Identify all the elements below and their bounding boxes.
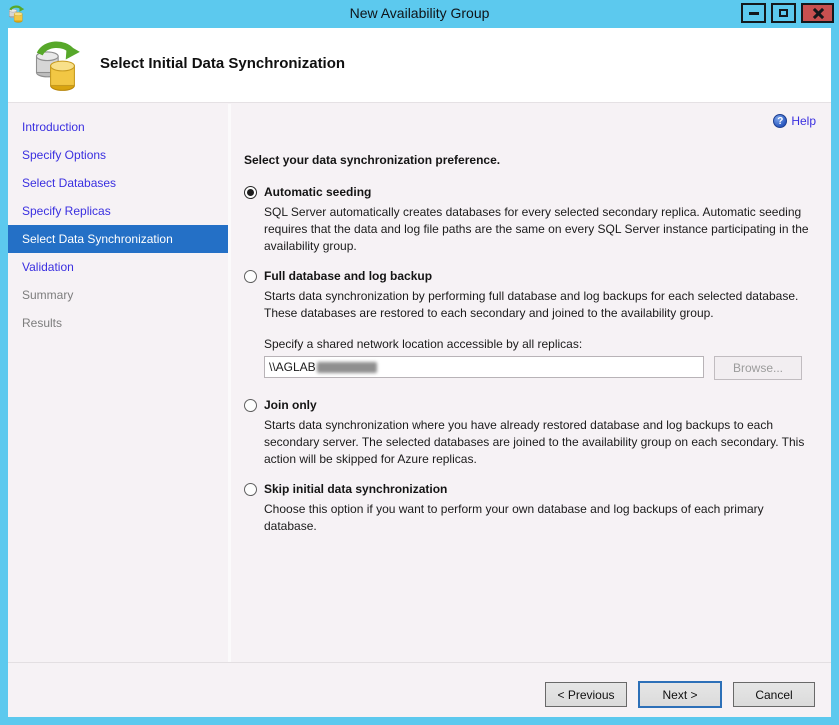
maximize-button[interactable] (771, 3, 796, 23)
option-skip-sync[interactable] (244, 482, 816, 496)
sidebar-item-introduction[interactable]: Introduction (22, 120, 85, 134)
sidebar-item-specify-replicas[interactable]: Specify Replicas (22, 204, 111, 218)
sidebar-item-summary: Summary (22, 288, 74, 302)
shared-location-label: Specify a shared network location accessible by all replicas: (264, 337, 583, 351)
sidebar-item-select-data-synchronization[interactable]: Select Data Synchronization (8, 225, 228, 253)
option-automatic-seeding[interactable] (244, 185, 816, 199)
sidebar-item-select-databases[interactable]: Select Databases (22, 176, 117, 190)
option-label: Join only (264, 398, 317, 412)
next-button[interactable]: Next > (638, 681, 722, 708)
cancel-button[interactable]: Cancel (733, 682, 815, 707)
option-label: Automatic seeding (264, 185, 372, 199)
radio-automatic-seeding[interactable] (244, 186, 257, 199)
wizard-steps-sidebar (8, 104, 231, 662)
data-sync-icon (30, 40, 82, 92)
browse-button: Browse... (714, 356, 802, 380)
sync-preference-heading: Select your data synchronization preference. (244, 153, 501, 167)
minimize-button[interactable] (741, 3, 766, 23)
radio-full-backup[interactable] (244, 270, 257, 283)
maximize-icon (779, 9, 788, 17)
close-button[interactable] (801, 3, 834, 23)
dialog-content (8, 28, 831, 717)
window-title: New Availability Group (349, 5, 490, 21)
option-label: Skip initial data synchronization (264, 482, 448, 496)
wizard-header (8, 28, 831, 103)
window-controls (741, 3, 834, 23)
page-title: Select Initial Data Synchronization (100, 55, 346, 72)
shared-location-input[interactable] (264, 356, 704, 378)
help-link[interactable]: Help (791, 114, 816, 128)
option-full-backup[interactable] (244, 269, 816, 283)
option-description: Starts data synchronization by performing full database and log backups for each selected database. These databases are restored to each secondary and joined to the availability group. (264, 289, 799, 320)
option-join-only[interactable] (244, 398, 816, 412)
redacted-text (317, 362, 377, 373)
titlebar[interactable] (0, 0, 839, 28)
option-description: Starts data synchronization where you have already restored database and log backups to each secondary server. The selected databases are joined to the availability group on each secondary. This action will be skipped for Azure replicas. (264, 418, 805, 466)
radio-join-only[interactable] (244, 399, 257, 412)
minimize-icon (749, 12, 759, 15)
sidebar-item-validation[interactable]: Validation (22, 260, 74, 274)
wizard-body (8, 104, 831, 662)
option-description: SQL Server automatically creates databases for every selected secondary replica. Automatic seeding requires that the data and log file paths are the same on every SQL Server instance participating in the availability group. (264, 205, 809, 253)
wizard-footer (8, 662, 831, 717)
option-description: Choose this option if you want to perform your own database and log backups of each primary database. (264, 502, 764, 533)
main-panel (231, 104, 832, 662)
radio-skip-sync[interactable] (244, 483, 257, 496)
sidebar-item-specify-options[interactable]: Specify Options (22, 148, 107, 162)
help-icon: ? (773, 114, 787, 128)
sidebar-item-results: Results (22, 316, 63, 330)
previous-button[interactable]: < Previous (545, 682, 627, 707)
option-label: Full database and log backup (264, 269, 433, 283)
shared-location-value: \\AGLAB (269, 360, 316, 374)
close-icon (812, 8, 823, 19)
